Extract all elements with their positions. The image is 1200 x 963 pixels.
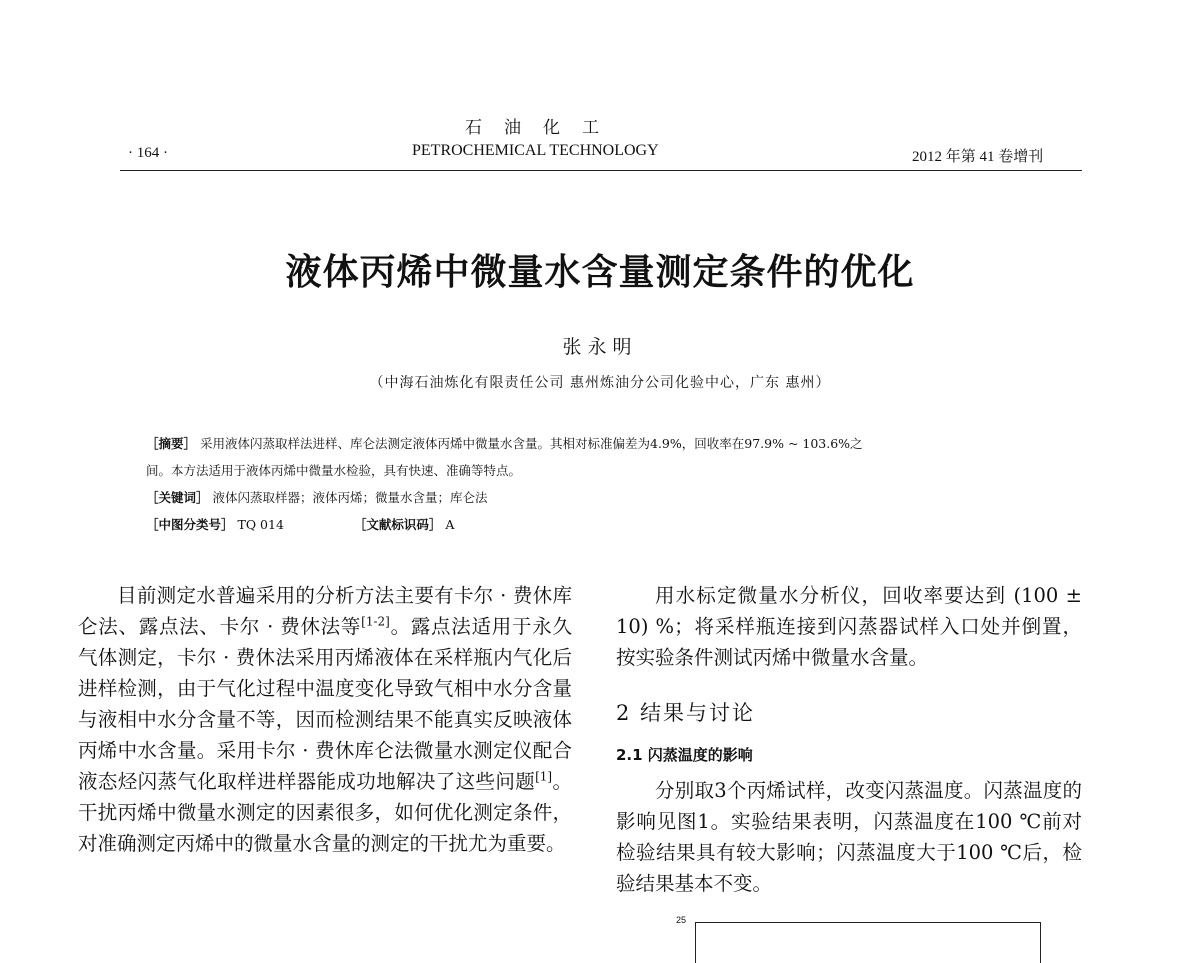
article-title: 液体丙烯中微量水含量测定条件的优化 [285,252,915,293]
author-affiliation: （中海石油炼化有限责任公司 惠州炼油分公司化验中心，广东 惠州） [369,375,831,391]
results-paragraph: 分别取3个丙烯试样，改变闪蒸温度。闪蒸温度的影响见图1。实验结果表明，闪蒸温度在100 ℃前对检验结果具有较大影响；闪蒸温度大于100 ℃后，检验结果基本不变。 [616,779,1082,895]
figure-y-tick-label: 25 [676,915,687,925]
intro-text-b: 。露点法适用于永久气体测定，卡尔 · 费休法采用丙烯液体在采样瓶内气化后进样检测，由于气化过程中温度变化导致气相中水分含量与液相中水分含量不等，因而检测结果不能真实反映液体丙烯中水含量。采用卡尔 · 费休库仑法微量水测定仪配合液态烃闪蒸气化取样进样器能成功地解决了这些问题 [78,615,572,793]
intro-text-c: 。干扰丙烯中微量水测定的因素很多，如何优化测定条件，对准确测定丙烯中的微量水含量的测定的干扰尤为重要。 [78,770,572,855]
page-number: · 164 · [128,145,168,161]
intro-text-a: 目前测定水普遍采用的分析方法主要有卡尔 · 费休库仑法、露点法、卡尔 · 费休法等 [78,584,572,638]
figure-1-plot-frame [695,922,1041,963]
keywords [146,488,488,506]
right-column-results [616,775,1082,899]
header-rule [120,170,1082,171]
journal-name-english: PETROCHEMICAL TECHNOLOGY [412,142,659,159]
journal-name-chinese: 石油化工 [465,118,621,138]
keywords-text: 液体闪蒸取样器；液体丙烯；微量水含量；库仑法 [212,490,488,505]
abstract-label: ［摘要］ [146,436,197,451]
left-column [78,580,572,859]
subsection-heading: 2.1 闪蒸温度的影响 [616,746,753,764]
abstract-text-1: 采用液体闪蒸取样法进样、库仑法测定液体丙烯中微量水含量。其相对标准偏差为4.9%，回收率在97.9% ~ 103.6%之 [200,436,863,451]
citation-1: [1] [535,769,553,784]
issue-info: 2012 年第 41 卷增刊 [912,149,1044,165]
section-heading: 2 结果与讨论 [616,701,756,725]
author-name: 张永明 [562,336,638,358]
doc-code-value: A [445,517,455,532]
keywords-label: ［关键词］ [146,490,209,505]
abstract-line-1 [146,434,863,452]
citation-1-2: [1-2] [361,614,390,629]
intro-paragraph [78,580,572,859]
abstract-line-2: 间。本方法适用于液体丙烯中微量水检验，具有快速、准确等特点。 [146,463,522,478]
method-paragraph: 用水标定微量水分析仪，回收率要达到 (100 ± 10) %；将采样瓶连接到闪蒸器试样入口处并倒置，按实验条件测试丙烯中微量水含量。 [616,584,1082,669]
doc-code-label: ［文献标识码］ [353,517,442,532]
classification [146,515,454,533]
clc-label: ［中图分类号］ [146,517,234,532]
clc-value: TQ 014 [237,517,284,532]
right-column-method [616,580,1082,673]
